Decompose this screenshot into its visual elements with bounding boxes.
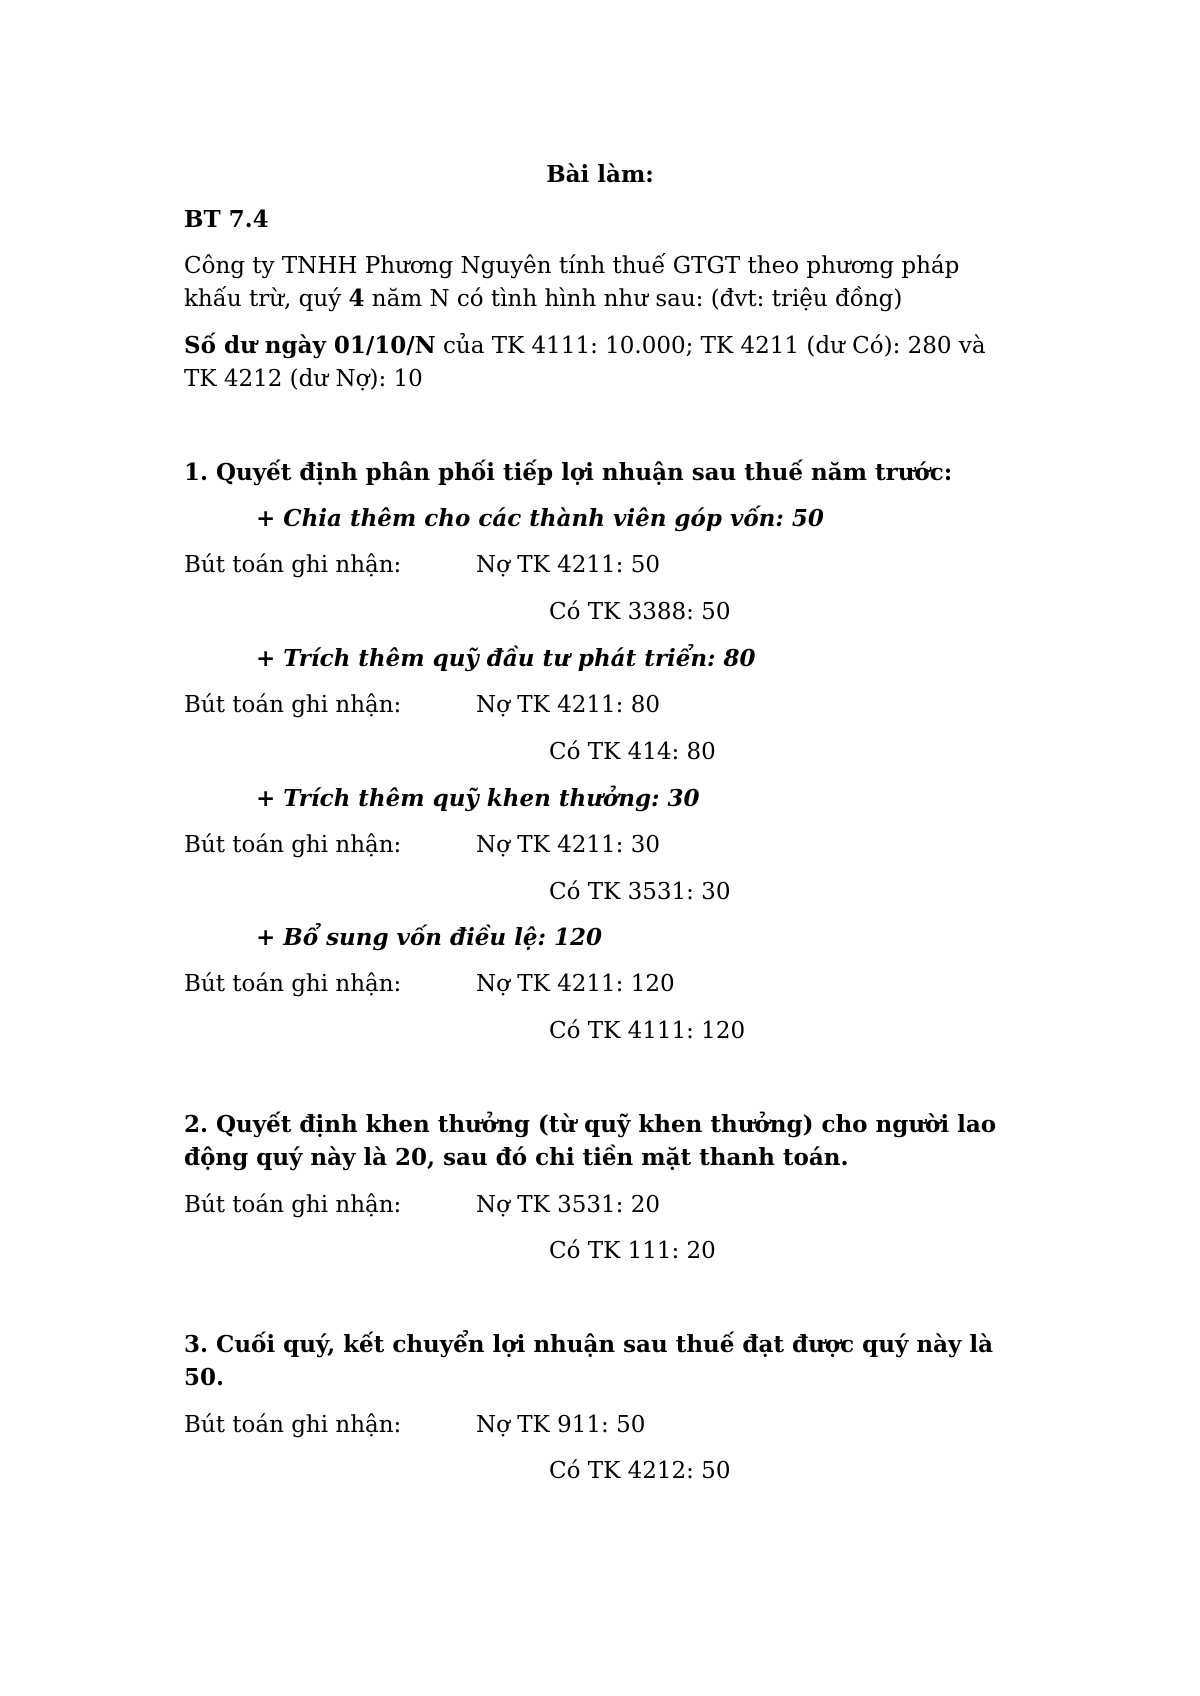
exercise-number: BT 7.4 [184, 206, 269, 233]
section-3-title-line-2: 50. [184, 1364, 225, 1391]
section-1-title: 1. Quyết định phân phối tiếp lợi nhuận sau thuế năm trước: [184, 459, 953, 486]
entry-debit: Nợ TK 3531: 20 [476, 1192, 660, 1218]
entry-label: Bút toán ghi nhận: [184, 1192, 402, 1218]
section-3-title-line-1: 3. Cuối quý, kết chuyển lợi nhuận sau thuế đạt được quý này là [184, 1331, 993, 1358]
entry-label: Bút toán ghi nhận: [184, 832, 402, 858]
intro-line-1: Công ty TNHH Phương Nguyên tính thuế GTGT theo phương pháp [184, 253, 960, 279]
intro-text-a: khấu trừ, quý [184, 286, 349, 312]
intro-text-c: năm N có tình hình như sau: (đvt: triệu đồng) [364, 286, 903, 312]
item-title: + Trích thêm quỹ đầu tư phát triển: 80 [256, 645, 756, 672]
entry-credit: Có TK 3531: 30 [549, 879, 731, 905]
entry-credit: Có TK 414: 80 [549, 739, 716, 765]
entry-credit: Có TK 4212: 50 [549, 1458, 731, 1484]
section-2-title-line-2: động quý này là 20, sau đó chi tiền mặt thanh toán. [184, 1144, 849, 1171]
entry-debit: Nợ TK 4211: 80 [476, 692, 660, 718]
item-title: + Trích thêm quỹ khen thưởng: 30 [256, 785, 700, 812]
entry-credit: Có TK 3388: 50 [549, 599, 731, 625]
item-title: + Chia thêm cho các thành viên góp vốn: 50 [256, 505, 824, 532]
balance-text: của TK 4111: 10.000; TK 4211 (dư Có): 280 và [435, 333, 986, 359]
entry-label: Bút toán ghi nhận: [184, 971, 402, 997]
entry-credit: Có TK 111: 20 [549, 1238, 716, 1264]
entry-label: Bút toán ghi nhận: [184, 552, 402, 578]
balance-line-1 [184, 331, 986, 361]
balance-line-2: TK 4212 (dư Nợ): 10 [184, 366, 423, 392]
balance-date-label: Số dư ngày 01/10/N [184, 332, 436, 359]
entry-label: Bút toán ghi nhận: [184, 1412, 402, 1438]
section-2-title-line-1: 2. Quyết định khen thưởng (từ quỹ khen thưởng) cho người lao [184, 1111, 997, 1138]
entry-debit: Nợ TK 911: 50 [476, 1412, 646, 1438]
entry-debit: Nợ TK 4211: 50 [476, 552, 660, 578]
entry-debit: Nợ TK 4211: 30 [476, 832, 660, 858]
entry-credit: Có TK 4111: 120 [549, 1018, 746, 1044]
intro-line-2 [184, 284, 902, 314]
entry-debit: Nợ TK 4211: 120 [476, 971, 675, 997]
item-title: + Bổ sung vốn điều lệ: 120 [256, 924, 603, 951]
entry-label: Bút toán ghi nhận: [184, 692, 402, 718]
intro-quarter-number: 4 [348, 285, 365, 312]
page-heading: Bài làm: [546, 161, 654, 188]
